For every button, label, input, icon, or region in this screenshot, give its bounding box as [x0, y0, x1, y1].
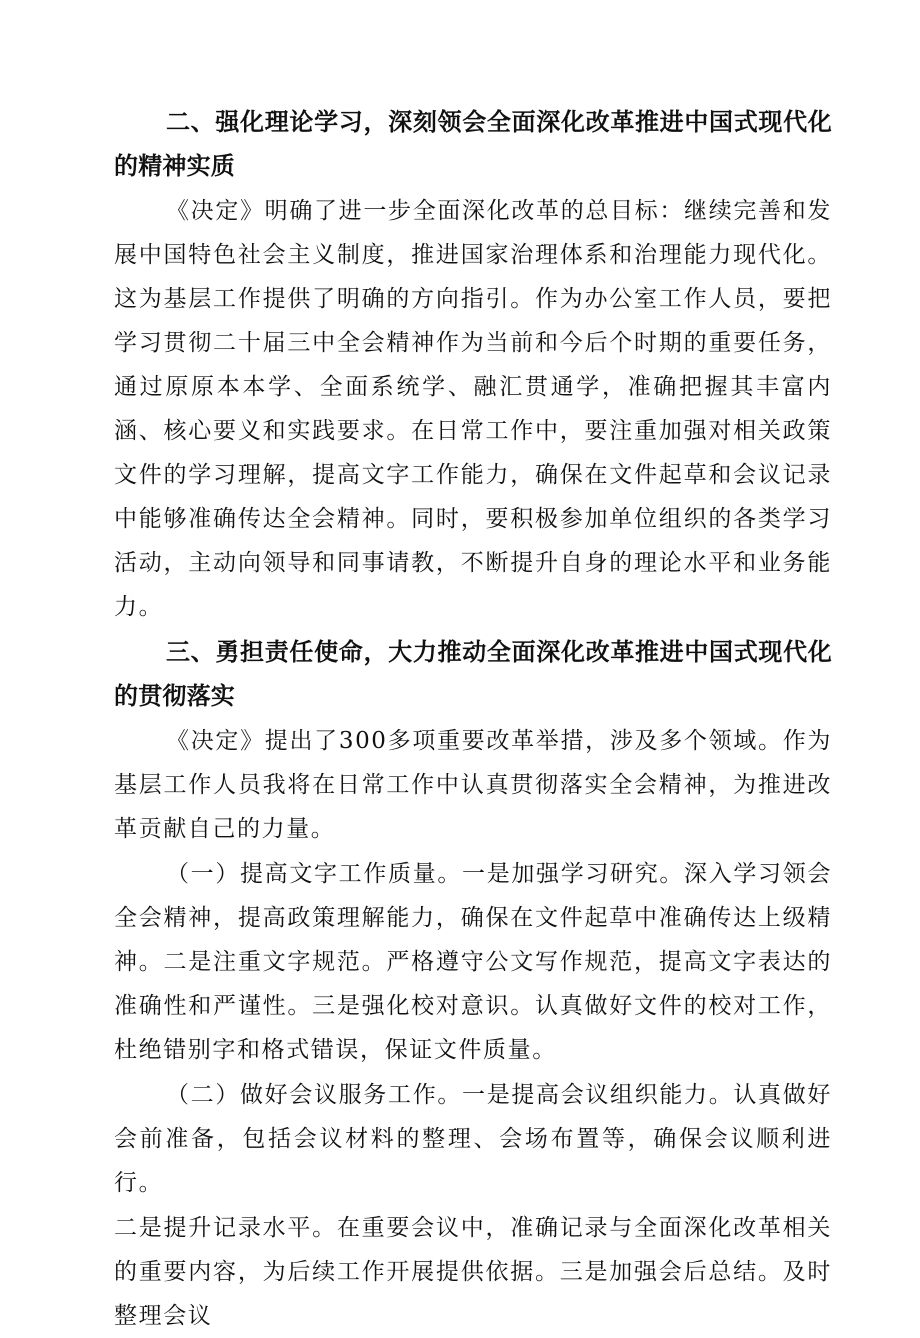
- section-2-paragraph: 《决定》明确了进一步全面深化改革的总目标：继续完善和发展中国特色社会主义制度，推进国家治理体系和治理能力现代化。这为基层工作提供了明确的方向指引。作为办公室工作人员，要把学习贯彻二十届三中全会精神作为当前和今后个时期的重要任务，通过原原本本学、全面系统学、融汇贯通学，准确把握其丰富内涵、核心要义和实践要求。在日常工作中，要注重加强对相关政策文件的学习理解，提高文字工作能力，确保在文件起草和会议记录中能够准确传达全会精神。同时，要积极参加单位组织的各类学习活动，主动向领导和同事请教，不断提升自身的理论水平和业务能力。: [114, 198, 832, 620]
- section-heading-2: 二、强化理论学习，深刻领会全面深化改革推进中国式现代化的精神实质: [114, 108, 832, 180]
- subsection-2-paragraph: （二）做好会议服务工作。一是提高会议组织能力。认真做好会前准备，包括会议材料的整理、会场布置等，确保会议顺利进行。: [114, 1082, 832, 1196]
- subsection-2-continuation-paragraph: 二是提升记录水平。在重要会议中，准确记录与全面深化改革相关的重要内容，为后续工作开展提供依据。三是加强会后总结。及时整理会议: [114, 1215, 832, 1329]
- section-heading-3: 三、勇担责任使命，大力推动全面深化改革推进中国式现代化的贯彻落实: [114, 638, 832, 710]
- section-3-intro-paragraph: 《决定》提出了300多项重要改革举措，涉及多个领域。作为基层工作人员我将在日常工作中认真贯彻落实全会精神，为推进改革贡献自己的力量。: [114, 728, 832, 842]
- subsection-1-paragraph: （一）提高文字工作质量。一是加强学习研究。深入学习领会全会精神，提高政策理解能力，确保在文件起草中准确传达上级精神。二是注重文字规范。严格遵守公文写作规范，提高文字表达的准确性和严谨性。三是强化校对意识。认真做好文件的校对工作，杜绝错别字和格式错误，保证文件质量。: [114, 861, 832, 1063]
